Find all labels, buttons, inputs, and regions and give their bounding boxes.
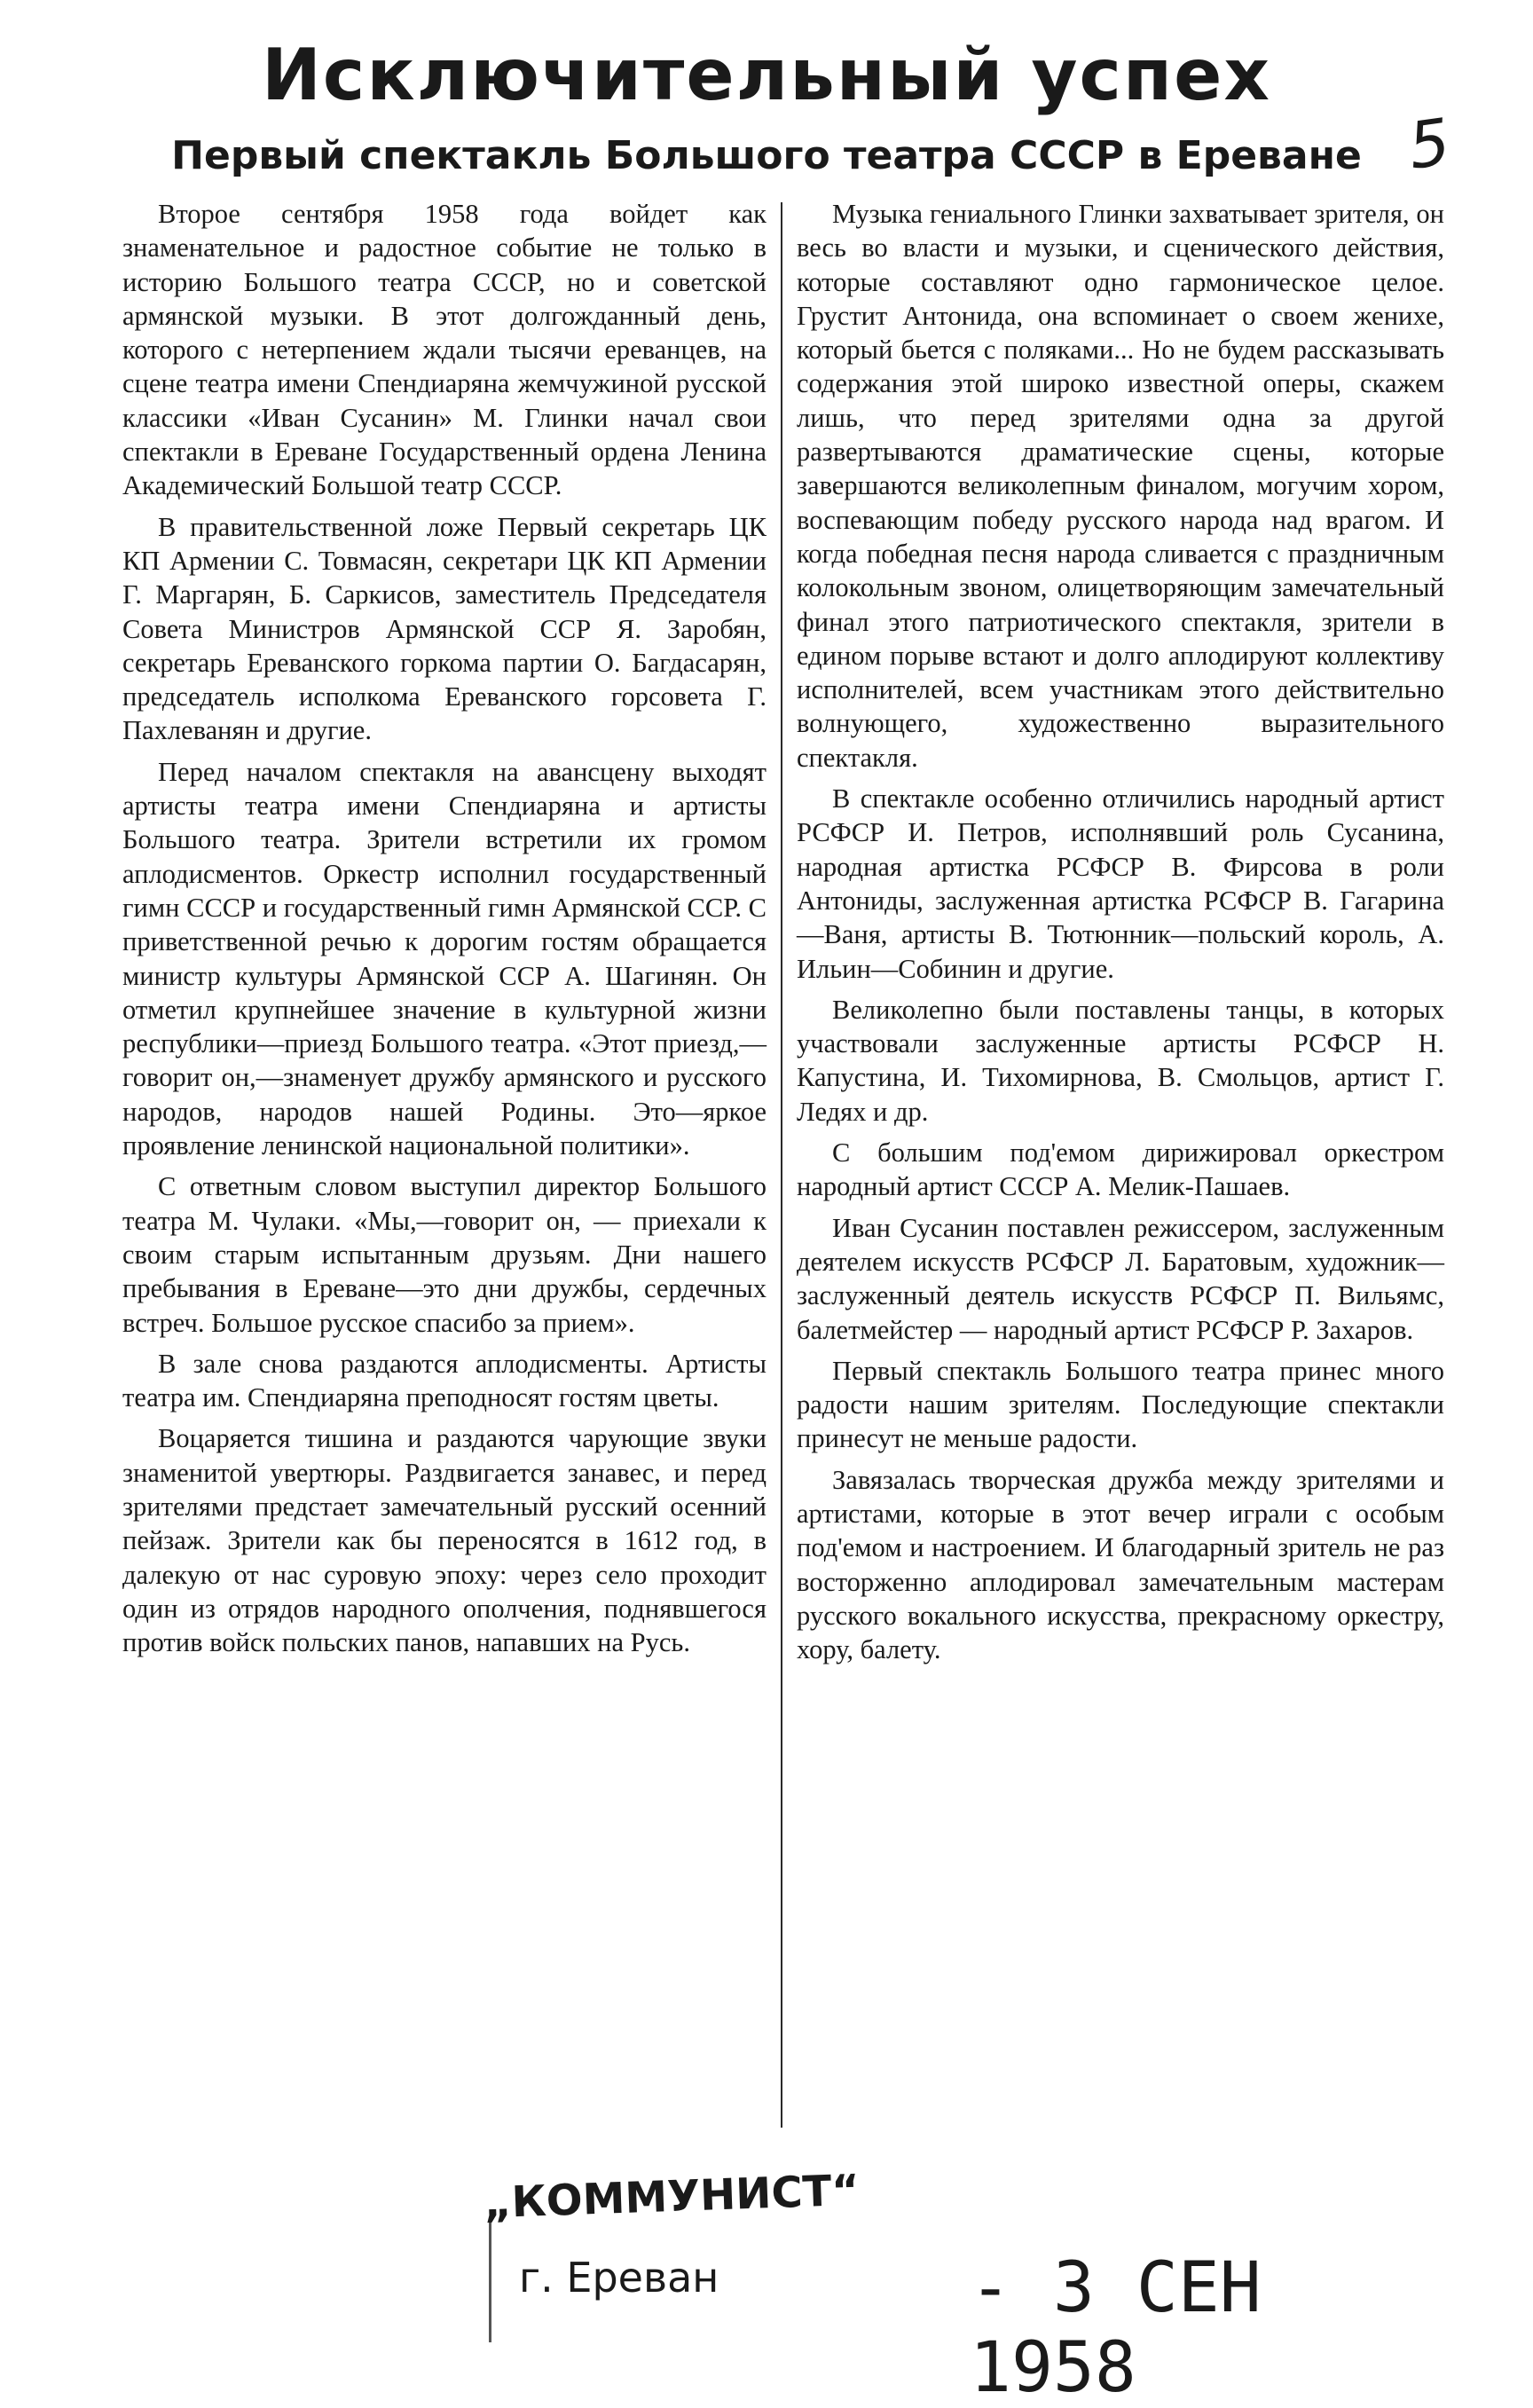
paragraph: Перед началом спектакля на авансцену выходят артисты театра имени Спендиаряна и артисты Большого театра. Зрители встретили их громом аплодисментов. Оркестр исполнил государственный гимн СССР и государственный гимн Армянской ССР. С приветственной речью к дорогим гостям обращается министр культуры Армянской ССР А. Шагинян. Он отметил крупнейшее значение в культурной жизни республики—приезд Большого театра. «Этот приезд,—говорит он,—знаменует дружбу армянского и русского народов, народов нашей Родины. Это—яркое проявление ленинской национальной политики». — [122, 756, 766, 1161]
paragraph: В зале снова раздаются аплодисменты. Артисты театра им. Спендиаряна преподносят гостям цветы. — [122, 1348, 766, 1413]
stamp-city: г. Ереван — [519, 2254, 719, 2302]
article-column-left — [122, 197, 766, 1666]
column-divider — [781, 202, 782, 2128]
paragraph: Великолепно были поставлены танцы, в которых участвовали заслуженные артисты РСФСР Н. Капустина, И. Тихомирнова, В. Смольцов, артист Г. Ледях и др. — [797, 994, 1444, 1127]
paragraph: Воцаряется тишина и раздаются чарующие звуки знаменитой увертюры. Раздвигается занавес, и перед зрителями предстает замечательный русский осенний пейзаж. Зрители как бы переносятся в 1612 год, в далекую от нас суровую эпоху: через село проходит один из отрядов народного ополчения, поднявшегося против войск польских панов, напавших на Русь. — [122, 1423, 766, 1658]
stamp-bracket — [489, 2218, 491, 2342]
paragraph: Второе сентября 1958 года войдет как знаменательное и радостное событие не только в историю Большого театра СССР, но и советской армянской музыки. В этот долгожданный день, которого с нетерпением ждали тысячи ереванцев, на сцене театра имени Спендиаряна жемчужиной русской классики «Иван Сусанин» М. Глинки начал свои спектакли в Ереване Государственный ордена Ленина Академический Большой театр СССР. — [122, 199, 766, 501]
paragraph: С большим под'емом дирижировал оркестром народный артист СССР А. Мелик-Пашаев. — [797, 1137, 1444, 1202]
page-mark: 5 — [1403, 104, 1455, 184]
paragraph: Завязалась творческая дружба между зрителями и артистами, которые в этот вечер играли с особым под'емом и настроением. И благодарный зритель не раз восторженно аплодировал замечательным мастерам русского вокального искусства, прекрасному оркестру, хору, балету. — [797, 1464, 1444, 1665]
article-column-right — [797, 197, 1444, 1673]
paragraph: Первый спектакль Большого театра принес много радости нашим зрителям. Последующие спектакли принесут не меньше радости. — [797, 1355, 1444, 1454]
paragraph: С ответным словом выступил директор Большого театра М. Чулаки. «Мы,—говорит он, — приехали к своим старым испытанным друзьям. Дни нашего пребывания в Ереване—это дни дружбы, сердечных встреч. Большое русское спасибо за прием». — [122, 1171, 766, 1338]
paragraph: В спектакле особенно отличились народный артист РСФСР И. Петров, исполнявший роль Сусанина, народная артистка РСФСР В. Фирсова в роли Антониды, заслуженная артистка РСФСР В. Гагарина—Ваня, артисты В. Тютюнник—польский король, А. Ильин—Собинин и другие. — [797, 783, 1444, 984]
stamp-date: - 3 СЕН 1958 — [970, 2248, 1262, 2408]
clipping-stamp — [483, 2165, 1317, 2408]
paragraph: В правительственной ложе Первый секретарь ЦК КП Армении С. Товмасян, секретари ЦК КП Армении Г. Маргарян, Б. Саркисов, заместитель Председателя Совета Министров Армянской ССР Я. Заробян, секретарь Ереванского горкома партии О. Багдасарян, председатель исполкома Ереванского горсовета Г. Пахлеванян и другие. — [122, 511, 766, 746]
paragraph: Музыка гениального Глинки захватывает зрителя, он весь во власти и музыки, и сценического действия, которые составляют одно гармоническое целое. Грустит Антонида, она вспоминает о своем женихе, который бьется с поляками... Но не будем рассказывать содержания этой широко известной оперы, скажем лишь, что перед зрителями одна за другой развертываются драматические сцены, которые завершаются великолепным финалом, могучим хором, воспевающим победу русского народа над врагом. И когда победная песня народа сливается с праздничным колокольным звоном, олицетворяющим замечательный финал этого патриотического спектакля, зрители в едином порыве встают и долго аплодируют коллективу исполнителей, всем участникам этого действительно волнующего, художественно выразительного спектакля. — [797, 199, 1444, 773]
subheadline: Первый спектакль Большого театра СССР в Ереване — [171, 133, 1362, 178]
stamp-newspaper-name: „КОММУНИСТ“ — [483, 2165, 861, 2229]
paragraph: Иван Сусанин поставлен режиссером, заслуженным деятелем искусств РСФСР Л. Баратовым, художник—заслуженный деятель искусств РСФСР П. Вильямс, балетмейстер — народный артист РСФСР Р. Захаров. — [797, 1212, 1444, 1345]
headline: Исключительный успех — [261, 34, 1272, 116]
